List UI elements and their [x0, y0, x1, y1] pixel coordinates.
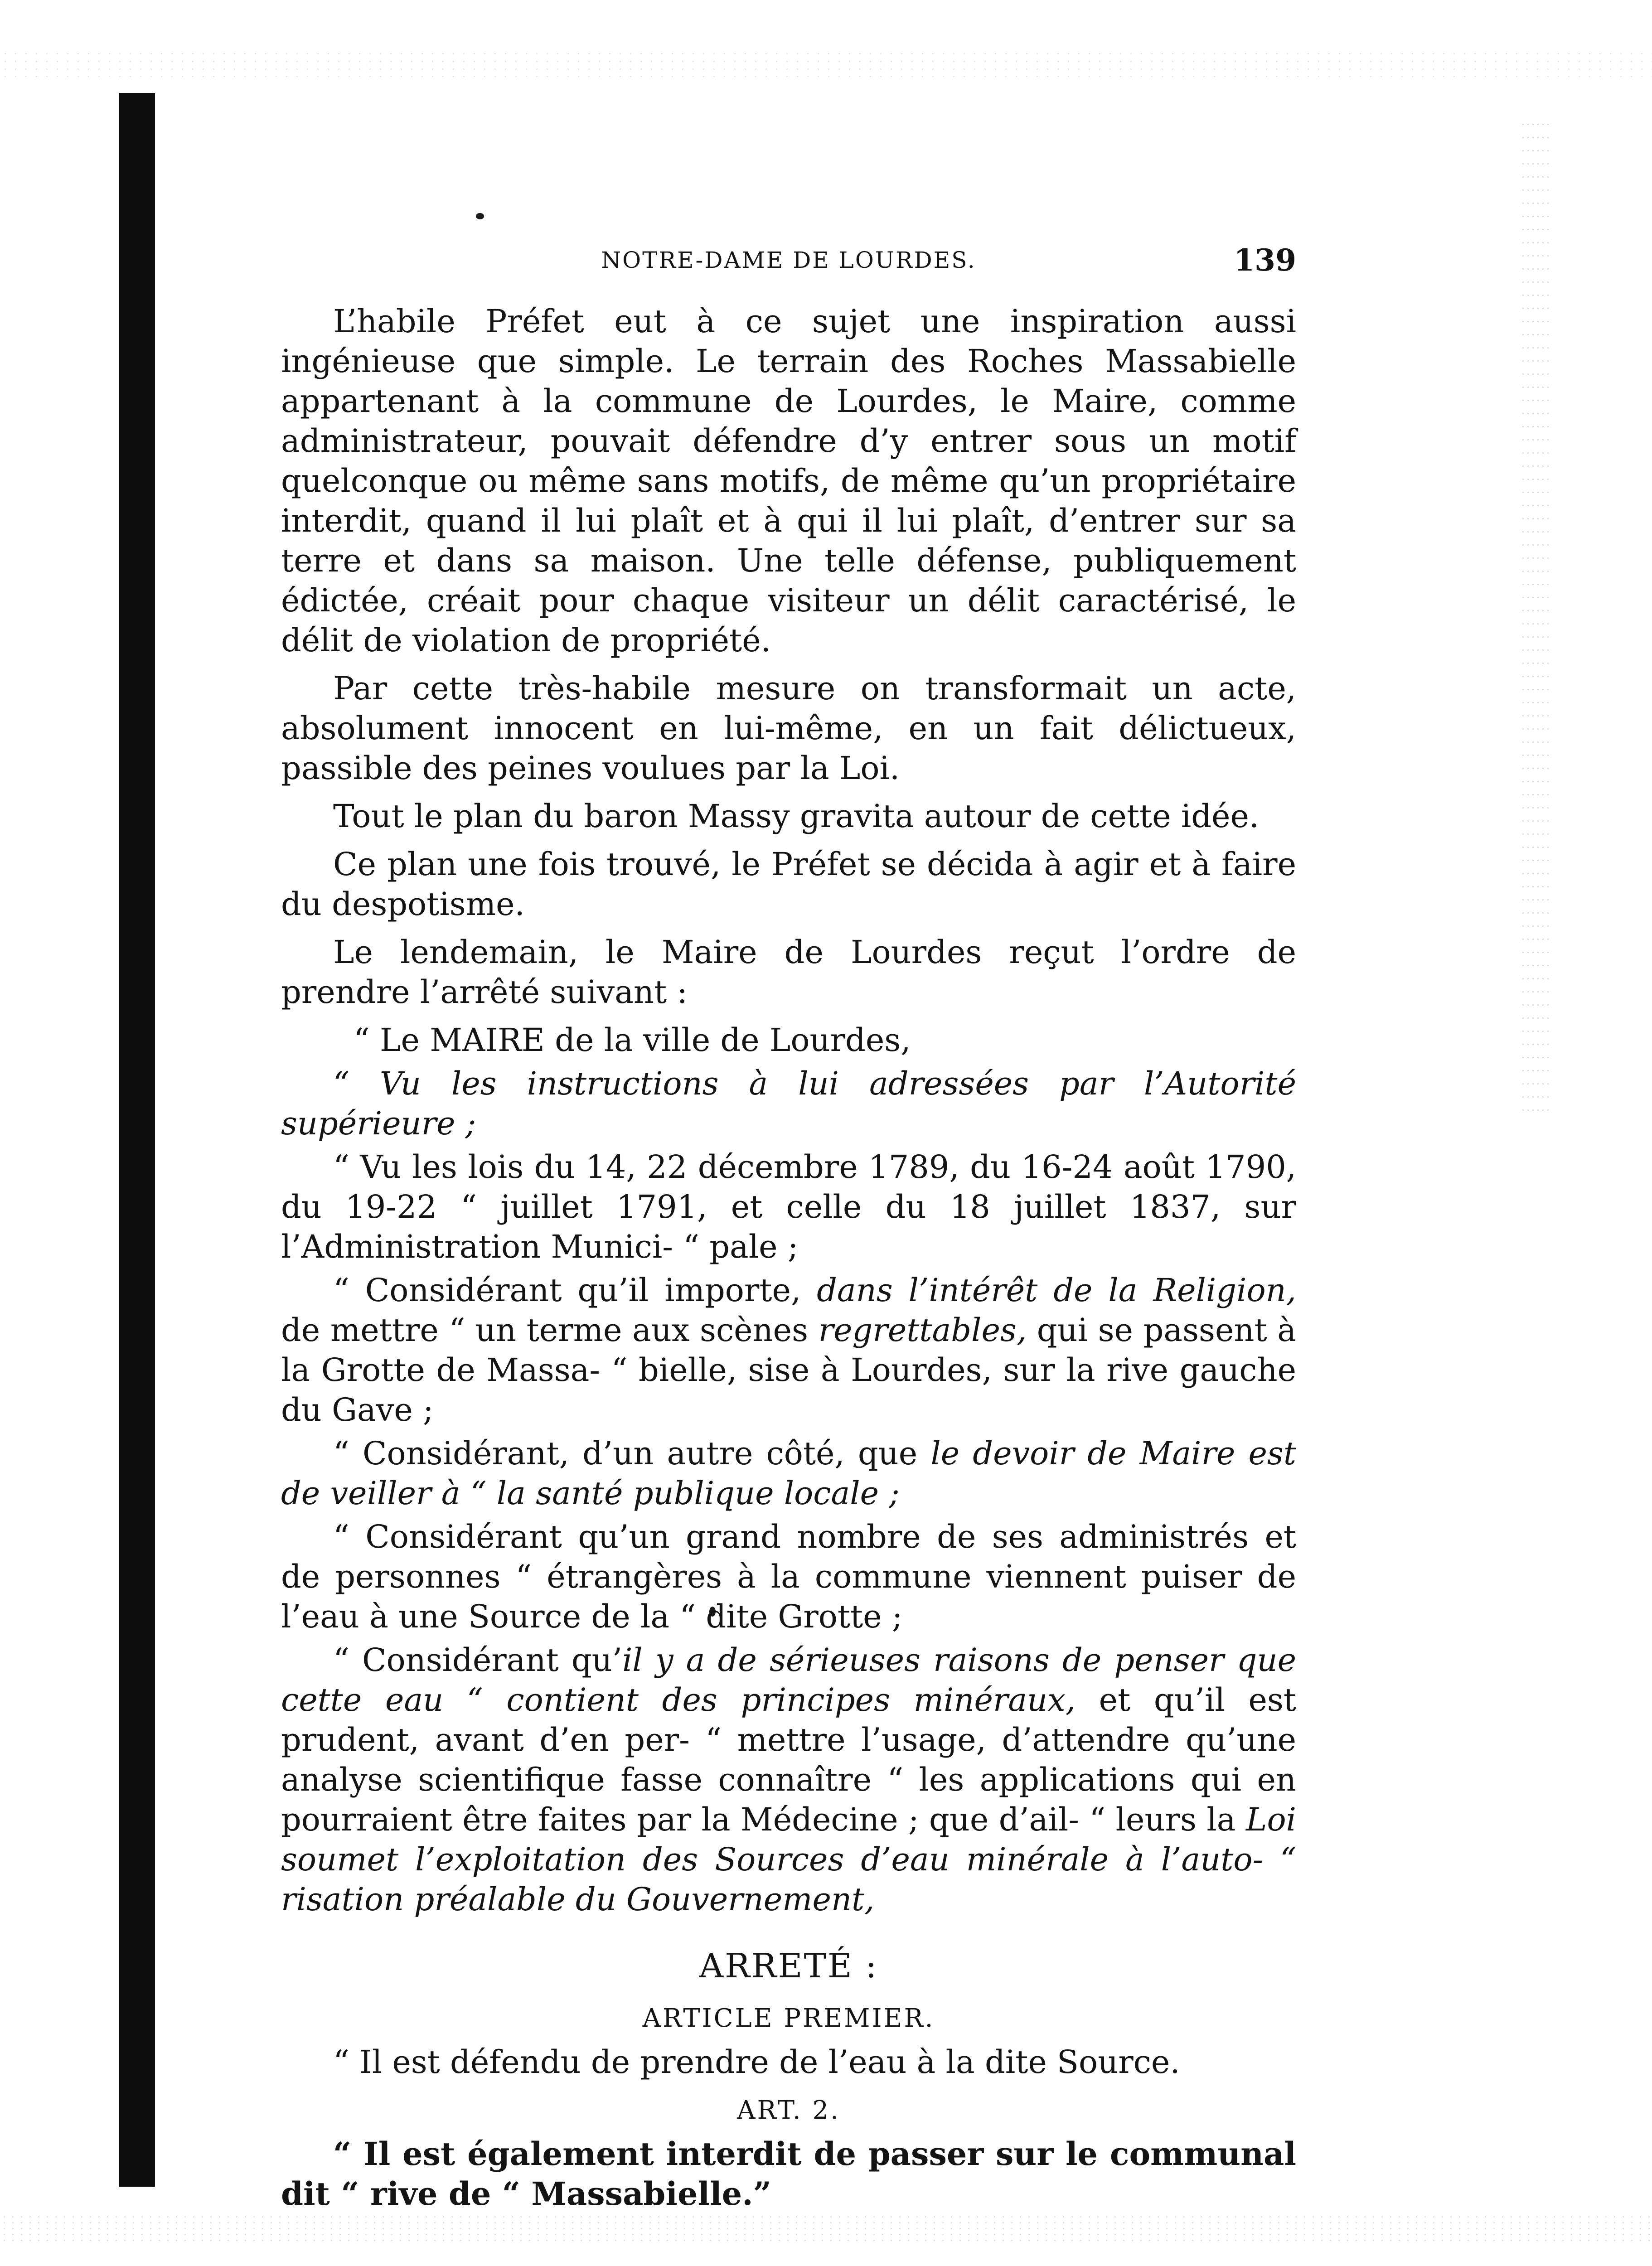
decree — [281, 1020, 1296, 1919]
paragraph: L’habile Préfet eut à ce sujet une inspiration aussi ingénieuse que simple. Le terrain des Roches Massabielle appartenant à la commune de Lourdes, le Maire, comme administrateur, pouvait défendre d’y entrer sous un motif quelconque ou même sans motifs, de même qu’un propriétaire interdit, quand il lui plaît et à qui il lui plaît, d’entrer sur sa terre et dans sa maison. Une telle défense, publiquement édictée, créait pour chaque visiteur un délit caractérisé, le délit de violation de propriété. — [281, 303, 1296, 659]
considerant-text: “ Considérant qu’ — [333, 1641, 623, 1679]
considerant-italic: il y a de sérieuses raisons de penser que cette eau “ contient des principes minéraux, — [281, 1641, 1296, 1719]
arrete-title: ARRETÉ : — [699, 1946, 878, 1985]
decree-laws: “ Vu les lois du 14, 22 décembre 1789, du 16-24 août 1790, du 19-22 “ juillet 1791, et celle du 18 juillet 1837, sur l’Administration Munici- “ pale ; — [281, 1148, 1296, 1265]
paragraph: Tout le plan du baron Massy gravita autour de cette idée. — [333, 798, 1260, 835]
decree-considerant — [281, 1640, 1296, 1919]
running-head — [281, 242, 1296, 301]
decree-considerant — [281, 1433, 1296, 1513]
paragraph: Par cette très-habile mesure on transformait un acte, absolument innocent en lui-même, en un fait délictueux, passible des peines voulues par la Loi. — [281, 670, 1296, 787]
running-title: NOTRE-DAME DE LOURDES. — [601, 247, 976, 273]
paragraph: Le lendemain, le Maire de Lourdes reçut l’ordre de prendre l’arrêté suivant : — [281, 934, 1296, 1011]
considerant-italic: le devoir de Maire est de veiller à “ la santé publique locale ; — [281, 1435, 1296, 1512]
article-2-heading: ART. 2. — [737, 2096, 840, 2125]
considerant-text: de mettre “ un terme aux scènes — [281, 1312, 809, 1349]
considerant-text: et qu’il est prudent, avant d’en per- “ mettre l’usage, d’attendre qu’une analyse scientifique fasse connaître “ les applications qui en pourraient être faites par la Médecine ; que d’ail- “ leurs la — [281, 1681, 1296, 1838]
decree-opening: “ Le MAIRE de la ville de Lourdes, — [354, 1022, 911, 1059]
book-page — [281, 242, 1296, 2214]
decree-instructions — [281, 1064, 1296, 1143]
decree-instructions-text: “ Vu les instructions à lui adressées par l’Autorité supérieure ; — [281, 1065, 1296, 1142]
scan-noise-right — [1521, 118, 1552, 1115]
considerant-italic: regrettables, — [818, 1312, 1027, 1349]
considerant-text: qui se passent à la Grotte de Massa- “ bielle, sise à Lourdes, sur la rive gauche du Gave ; — [281, 1312, 1296, 1428]
decree-considerant: “ Considérant qu’un grand nombre de ses administrés et de personnes “ étrangères à la commune viennent puiser de l’eau à une Source de la “ dite Grotte ; — [281, 1518, 1296, 1635]
article-1-heading: ARTICLE PREMIER. — [642, 2004, 935, 2033]
considerant-italic: dans l’intérêt de la Religion, — [817, 1272, 1296, 1309]
decree-considerant — [281, 1270, 1296, 1430]
considerant-italic: Loi soumet l’exploitation des Sources d’eau minérale à l’auto- “ risation préalable du Gouvernement, — [281, 1801, 1296, 1918]
ink-speck — [476, 213, 484, 219]
scan-noise-bottom — [0, 2214, 1652, 2246]
considerant-text: “ Considérant qu’il importe, — [333, 1272, 801, 1309]
body-text — [281, 301, 1296, 1012]
paragraph: Ce plan une fois trouvé, le Préfet se décida à agir et à faire du despotisme. — [281, 846, 1296, 923]
binding-shadow — [119, 93, 155, 2187]
article-2-text: “ Il est également interdit de passer sur le communal dit “ rive de “ Massabielle.” — [281, 2135, 1296, 2213]
scan-noise-top — [0, 50, 1652, 77]
considerant-text: “ Considérant, d’un autre côté, que — [333, 1435, 918, 1472]
page-number: 139 — [1234, 242, 1296, 278]
article-1-text: “ Il est défendu de prendre de l’eau à la dite Source. — [333, 2043, 1180, 2081]
